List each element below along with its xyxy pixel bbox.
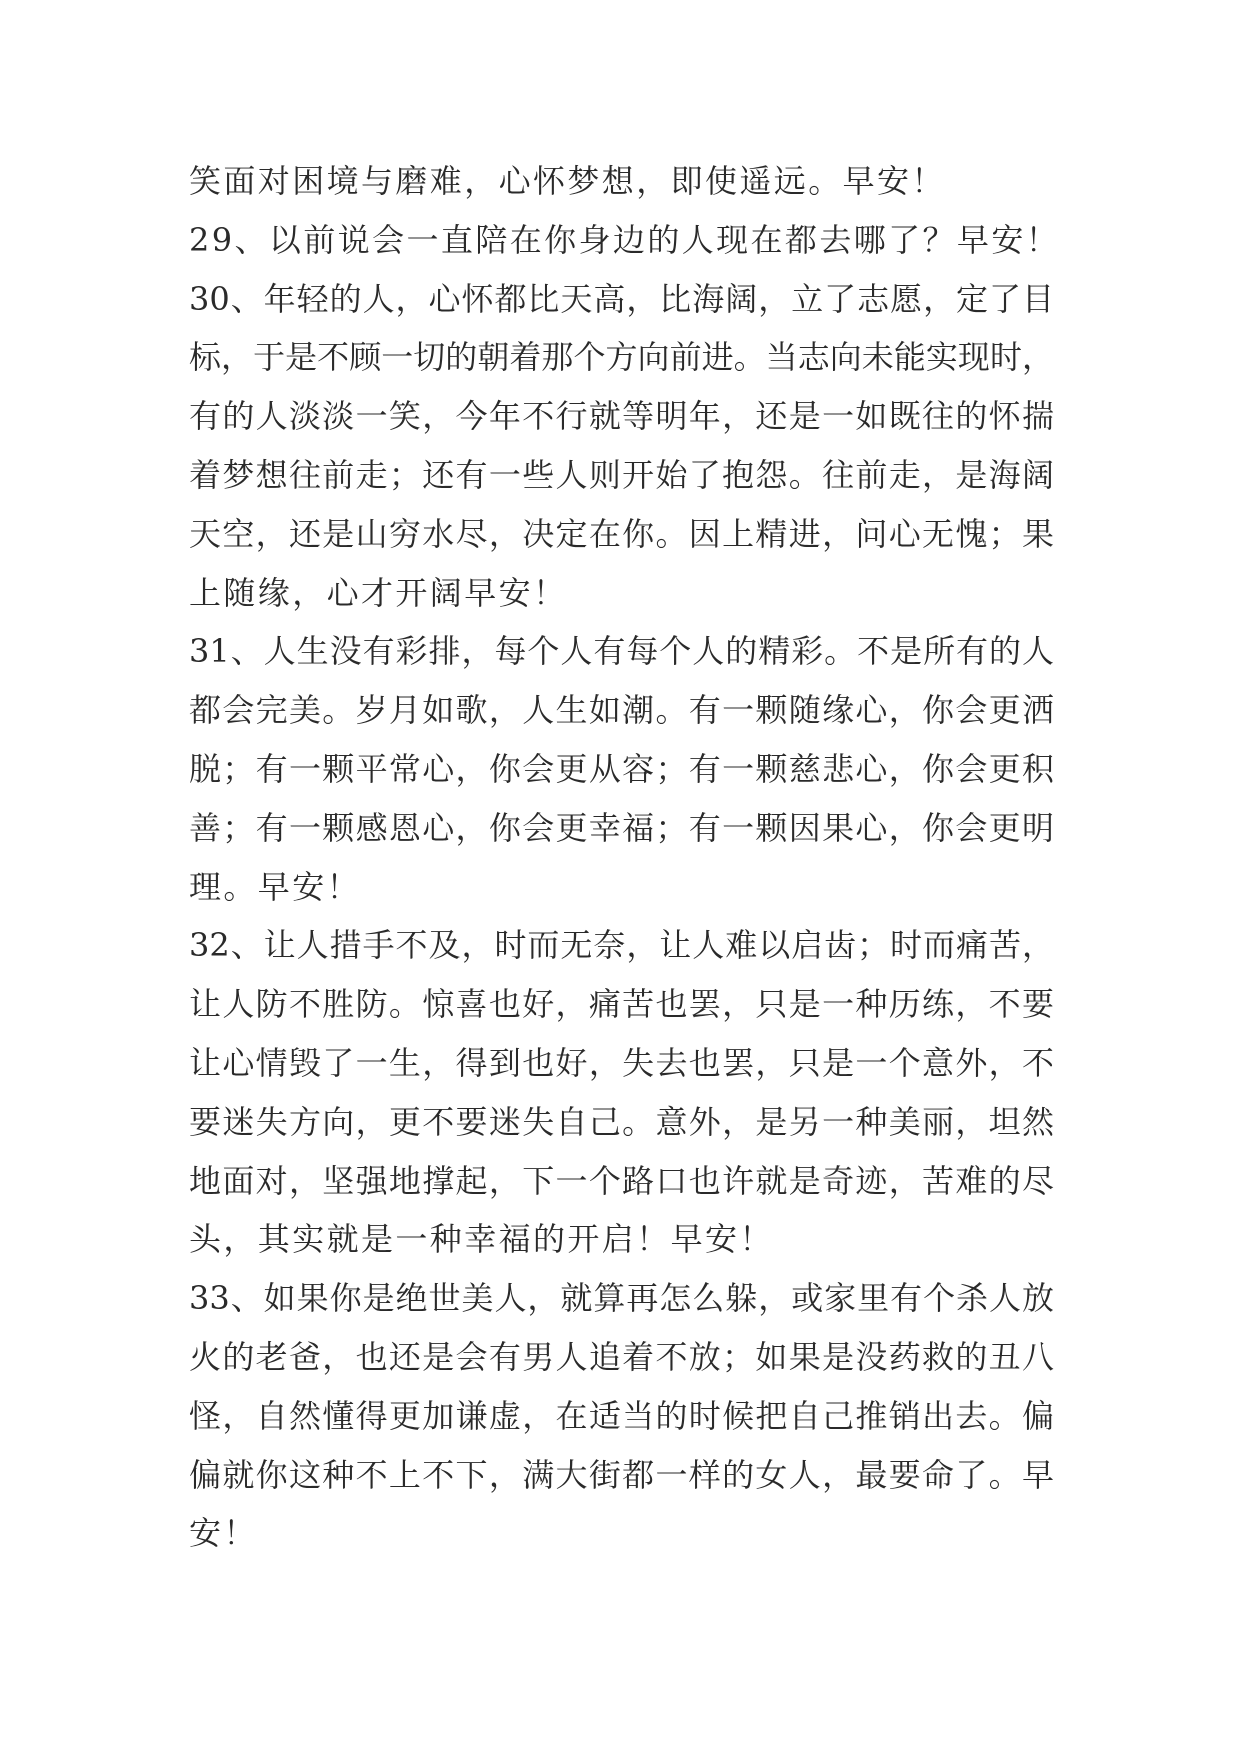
text-line: 笑面对困境与磨难，心怀梦想，即使遥远。早安！ bbox=[189, 162, 946, 200]
text-line: 让人防不胜防。惊喜也好，痛苦也罢，只是一种历练，不要 bbox=[189, 985, 1054, 1024]
text-line: 理。早安！ bbox=[189, 867, 362, 906]
text-line: 都会完美。岁月如歌，人生如潮。有一颗随缘心，你会更洒 bbox=[189, 691, 1054, 730]
text-line: 火的老爸，也还是会有男人追着不放；如果是没药救的丑八 bbox=[189, 1337, 1054, 1376]
text-line: 安！ bbox=[189, 1514, 258, 1553]
body-text bbox=[189, 152, 1061, 1563]
text-line: 地面对，坚强地撑起，下一个路口也许就是奇迹，苦难的尽 bbox=[189, 1161, 1054, 1200]
text-line: 31、人生没有彩排，每个人有每个人的精彩。不是所有的人 bbox=[189, 632, 1054, 671]
text-line: 脱；有一颗平常心，你会更从容；有一颗慈悲心，你会更积 bbox=[189, 749, 1054, 788]
text-line: 有的人淡淡一笑，今年不行就等明年，还是一如既往的怀揣 bbox=[189, 397, 1054, 436]
text-line: 善；有一颗感恩心，你会更幸福；有一颗因果心，你会更明 bbox=[189, 808, 1054, 847]
text-line: 天空，还是山穷水尽，决定在你。因上精进，问心无愧；果 bbox=[189, 514, 1054, 553]
text-line: 怪，自然懂得更加谦虚，在适当的时候把自己推销出去。偏 bbox=[189, 1396, 1054, 1435]
text-line: 30、年轻的人，心怀都比天高，比海阔，立了志愿，定了目 bbox=[189, 279, 1054, 318]
text-line: 要迷失方向，更不要迷失自己。意外，是另一种美丽，坦然 bbox=[189, 1102, 1054, 1141]
text-line: 29、以前说会一直陪在你身边的人现在都去哪了？早安！ bbox=[189, 220, 1061, 259]
text-line: 上随缘，心才开阔早安！ bbox=[189, 573, 568, 612]
text-line: 标，于是不顾一切的朝着那个方向前进。当志向未能实现时， bbox=[189, 338, 1054, 377]
text-line: 让心情毁了一生，得到也好，失去也罢，只是一个意外，不 bbox=[189, 1043, 1054, 1082]
text-line: 头，其实就是一种幸福的开启！早安！ bbox=[189, 1220, 774, 1259]
text-line: 33、如果你是绝世美人，就算再怎么躲，或家里有个杀人放 bbox=[189, 1279, 1054, 1318]
text-line: 着梦想往前走；还有一些人则开始了抱怨。往前走，是海阔 bbox=[189, 455, 1054, 494]
text-line: 偏就你这种不上不下，满大街都一样的女人，最要命了。早 bbox=[189, 1455, 1054, 1494]
text-line: 32、让人措手不及，时而无奈，让人难以启齿；时而痛苦， bbox=[189, 926, 1054, 965]
